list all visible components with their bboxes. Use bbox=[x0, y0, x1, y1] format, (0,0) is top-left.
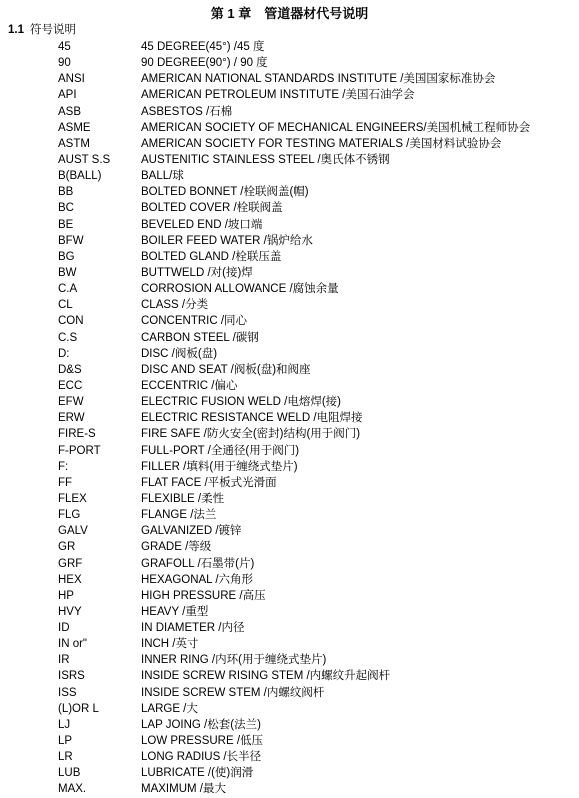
entry-definition: 45 DEGREE(45°) /45 度 bbox=[141, 41, 265, 53]
list-item bbox=[0, 572, 579, 588]
entry-abbreviation: AUST S.S bbox=[58, 153, 111, 166]
entry-definition: HEXAGONAL /六角形 bbox=[141, 573, 254, 586]
entry-definition: IN DIAMETER /内径 bbox=[141, 622, 245, 635]
list-item bbox=[0, 330, 579, 346]
list-item bbox=[0, 652, 579, 668]
entry-definition: CONCENTRIC /同心 bbox=[141, 315, 248, 328]
list-item bbox=[0, 733, 579, 749]
entry-abbreviation: B(BALL) bbox=[58, 170, 102, 183]
list-item bbox=[0, 346, 579, 362]
list-item bbox=[0, 781, 579, 797]
list-item bbox=[0, 556, 579, 572]
list-item bbox=[0, 297, 579, 313]
list-item bbox=[0, 249, 579, 265]
entry-abbreviation: HVY bbox=[58, 605, 82, 618]
entry-abbreviation: ASB bbox=[58, 105, 82, 118]
list-item bbox=[0, 523, 579, 539]
entry-abbreviation: 45 bbox=[58, 41, 71, 53]
list-item bbox=[0, 426, 579, 442]
entry-definition: 90 DEGREE(90°) / 90 度 bbox=[141, 57, 268, 70]
entry-abbreviation: 90 bbox=[58, 57, 71, 70]
entry-abbreviation: D&S bbox=[58, 363, 82, 376]
list-item bbox=[0, 620, 579, 636]
entry-definition: ASBESTOS /石棉 bbox=[141, 105, 233, 118]
entry-definition: INSIDE SCREW RISING STEM /内螺纹升起阀杆 bbox=[141, 670, 391, 683]
section-title: 符号说明 bbox=[30, 24, 76, 36]
entry-definition: GRAFOLL /石墨带(片) bbox=[141, 557, 255, 570]
entry-definition: GALVANIZED /镀锌 bbox=[141, 525, 242, 538]
entry-definition: ELECTRIC FUSION WELD /电熔焊(接) bbox=[141, 396, 341, 409]
entry-definition: FIRE SAFE /防火安全(密封)结构(用于阀门) bbox=[141, 428, 361, 441]
entry-definition: CORROSION ALLOWANCE /腐蚀余量 bbox=[141, 283, 339, 296]
list-item bbox=[0, 217, 579, 233]
entry-definition: CLASS /分类 bbox=[141, 299, 209, 312]
entry-abbreviation: BG bbox=[58, 250, 75, 263]
entry-abbreviation: C.A bbox=[58, 283, 78, 296]
list-item bbox=[0, 475, 579, 491]
entry-definition: FILLER /填料(用于缠绕式垫片) bbox=[141, 460, 298, 473]
abbreviation-list bbox=[0, 39, 579, 798]
entry-definition: FLANGE /法兰 bbox=[141, 509, 217, 522]
entry-abbreviation: FLEX bbox=[58, 492, 87, 505]
list-item bbox=[0, 184, 579, 200]
list-item bbox=[0, 539, 579, 555]
entry-abbreviation: EFW bbox=[58, 396, 84, 409]
entry-abbreviation: LUB bbox=[58, 767, 81, 780]
list-item bbox=[0, 459, 579, 475]
entry-abbreviation: BFW bbox=[58, 234, 84, 247]
entry-abbreviation: ERW bbox=[58, 412, 85, 425]
entry-abbreviation: BE bbox=[58, 218, 74, 231]
list-item bbox=[0, 685, 579, 701]
entry-abbreviation: ASME bbox=[58, 121, 91, 134]
entry-abbreviation: HP bbox=[58, 589, 74, 602]
entry-abbreviation: BW bbox=[58, 266, 77, 279]
entry-definition: AMERICAN NATIONAL STANDARDS INSTITUTE /美国国家标准协会 bbox=[141, 73, 496, 86]
list-item bbox=[0, 152, 579, 168]
list-item bbox=[0, 668, 579, 684]
list-item bbox=[0, 378, 579, 394]
entry-abbreviation: (L)OR L bbox=[58, 702, 99, 715]
list-item bbox=[0, 39, 579, 55]
entry-abbreviation: F-PORT bbox=[58, 444, 101, 457]
list-item bbox=[0, 104, 579, 120]
entry-abbreviation: FLG bbox=[58, 509, 81, 522]
list-item bbox=[0, 313, 579, 329]
list-item bbox=[0, 749, 579, 765]
entry-definition: CARBON STEEL /碳钢 bbox=[141, 331, 259, 344]
entry-abbreviation: LJ bbox=[58, 718, 71, 731]
list-item bbox=[0, 507, 579, 523]
entry-definition: FULL-PORT /全通径(用于阀门) bbox=[141, 444, 300, 457]
entry-abbreviation: API bbox=[58, 89, 77, 102]
entry-abbreviation: CON bbox=[58, 315, 84, 328]
entry-abbreviation: D: bbox=[58, 347, 70, 360]
entry-definition: BUTTWELD /对(接)焊 bbox=[141, 266, 253, 279]
entry-abbreviation: C.S bbox=[58, 331, 78, 344]
list-item bbox=[0, 87, 579, 103]
list-item bbox=[0, 765, 579, 781]
list-item bbox=[0, 233, 579, 249]
entry-abbreviation: ANSI bbox=[58, 73, 85, 86]
entry-definition: INCH /英寸 bbox=[141, 638, 199, 651]
entry-abbreviation: FF bbox=[58, 476, 73, 489]
entry-abbreviation: IR bbox=[58, 654, 70, 667]
list-item bbox=[0, 491, 579, 507]
entry-abbreviation: BB bbox=[58, 186, 74, 199]
entry-definition: FLAT FACE /平板式光滑面 bbox=[141, 476, 277, 489]
entry-definition: BALL/球 bbox=[141, 170, 184, 183]
entry-definition: BOLTED BONNET /栓联阀盖(帽) bbox=[141, 186, 309, 199]
entry-abbreviation: MAX. bbox=[58, 783, 87, 796]
entry-definition: AMERICAN SOCIETY OF MECHANICAL ENGINEERS/美国机械工程师协会 bbox=[141, 121, 531, 134]
entry-abbreviation: ISRS bbox=[58, 670, 85, 683]
list-item bbox=[0, 168, 579, 184]
entry-abbreviation: ISS bbox=[58, 686, 77, 699]
list-item bbox=[0, 588, 579, 604]
entry-definition: ECCENTRIC /偏心 bbox=[141, 379, 238, 392]
entry-definition: FLEXIBLE /柔性 bbox=[141, 492, 225, 505]
entry-definition: LONG RADIUS /长半径 bbox=[141, 751, 262, 764]
page-title: 第 1 章 管道器材代号说明 bbox=[210, 6, 369, 21]
entry-definition: HIGH PRESSURE /高压 bbox=[141, 589, 266, 602]
entry-abbreviation: FIRE-S bbox=[58, 428, 96, 441]
entry-definition: BOILER FEED WATER /锅炉给水 bbox=[141, 234, 313, 247]
entry-abbreviation: ASTM bbox=[58, 137, 90, 150]
entry-definition: LOW PRESSURE /低压 bbox=[141, 735, 264, 748]
list-item bbox=[0, 200, 579, 216]
list-item bbox=[0, 394, 579, 410]
section-heading bbox=[8, 23, 76, 37]
entry-abbreviation: GALV bbox=[58, 525, 88, 538]
entry-definition: DISC /阀板(盘) bbox=[141, 347, 218, 360]
list-item bbox=[0, 136, 579, 152]
entry-definition: AMERICAN SOCIETY FOR TESTING MATERIALS /美国材料试验协会 bbox=[141, 137, 502, 150]
list-item bbox=[0, 55, 579, 71]
entry-definition: MAXIMUM /最大 bbox=[141, 783, 226, 796]
entry-definition: BOLTED GLAND /栓联压盖 bbox=[141, 250, 282, 263]
list-item bbox=[0, 265, 579, 281]
entry-abbreviation: GR bbox=[58, 541, 76, 554]
entry-abbreviation: GRF bbox=[58, 557, 83, 570]
list-item bbox=[0, 604, 579, 620]
entry-definition: AUSTENITIC STAINLESS STEEL /奥氏体不锈钢 bbox=[141, 153, 390, 166]
entry-abbreviation: ECC bbox=[58, 379, 83, 392]
entry-definition: BOLTED COVER /栓联阀盖 bbox=[141, 202, 283, 215]
entry-definition: LUBRICATE /(使)润滑 bbox=[141, 767, 254, 780]
entry-abbreviation: HEX bbox=[58, 573, 82, 586]
entry-definition: AMERICAN PETROLEUM INSTITUTE /美国石油学会 bbox=[141, 89, 415, 102]
list-item bbox=[0, 443, 579, 459]
entry-definition: DISC AND SEAT /阀板(盘)和阀座 bbox=[141, 363, 311, 376]
entry-definition: LARGE /大 bbox=[141, 702, 198, 715]
entry-abbreviation: ID bbox=[58, 622, 70, 635]
list-item bbox=[0, 362, 579, 378]
entry-abbreviation: CL bbox=[58, 299, 73, 312]
list-item bbox=[0, 410, 579, 426]
entry-definition: GRADE /等级 bbox=[141, 541, 212, 554]
entry-abbreviation: BC bbox=[58, 202, 74, 215]
entry-definition: ELECTRIC RESISTANCE WELD /电阻焊接 bbox=[141, 412, 363, 425]
list-item bbox=[0, 281, 579, 297]
entry-abbreviation: LP bbox=[58, 735, 73, 748]
entry-definition: INNER RING /内环(用于缠绕式垫片) bbox=[141, 654, 327, 667]
entry-definition: BEVELED END /坡口端 bbox=[141, 218, 263, 231]
entry-abbreviation: F: bbox=[58, 460, 69, 473]
entry-abbreviation: IN or" bbox=[58, 638, 88, 651]
list-item bbox=[0, 636, 579, 652]
entry-definition: LAP JOING /松套(法兰) bbox=[141, 718, 261, 731]
list-item bbox=[0, 701, 579, 717]
list-item bbox=[0, 71, 579, 87]
entry-abbreviation: LR bbox=[58, 751, 73, 764]
entry-definition: INSIDE SCREW STEM /内螺纹阀杆 bbox=[141, 686, 325, 699]
section-number: 1.1 bbox=[8, 24, 24, 36]
entry-definition: HEAVY /重型 bbox=[141, 605, 209, 618]
list-item bbox=[0, 120, 579, 136]
list-item bbox=[0, 717, 579, 733]
